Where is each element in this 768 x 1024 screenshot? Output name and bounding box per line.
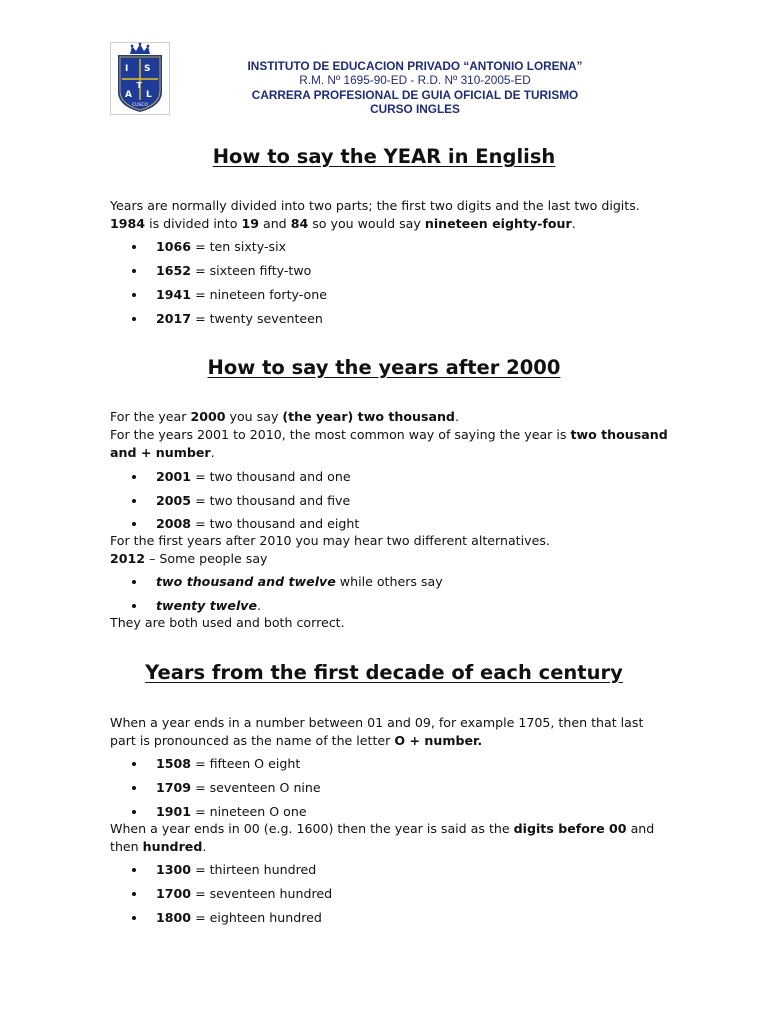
paragraph-line: When a year ends in a number between 01 and 09, for example 1705, then that last [110, 715, 644, 730]
paragraph-line: Years are normally divided into two parts; the first two digits and the last two digits. [110, 198, 640, 213]
paragraph-line: 1984 is divided into 19 and 84 so you would say nineteen eighty-four. [110, 216, 576, 231]
bullet-icon [132, 245, 136, 249]
list-item: 1652 = sixteen fifty-two [156, 263, 312, 278]
bullet-icon [132, 786, 136, 790]
svg-text:I: I [125, 64, 129, 74]
bullet-icon [132, 317, 136, 321]
bullet-icon [132, 475, 136, 479]
bullet-icon [132, 522, 136, 526]
list-item: 2017 = twenty seventeen [156, 311, 323, 326]
list-item: 2005 = two thousand and five [156, 493, 351, 508]
paragraph-line: then hundred. [110, 839, 207, 854]
list-item: 1300 = thirteen hundred [156, 862, 317, 877]
list-item: 2001 = two thousand and one [156, 469, 351, 484]
list-item: 1941 = nineteen forty-one [156, 287, 327, 302]
list-item: 1700 = seventeen hundred [156, 886, 333, 901]
svg-text:CUSCO: CUSCO [132, 103, 148, 108]
career-name: CARRERA PROFESIONAL DE GUIA OFICIAL DE TURISMO [251, 88, 579, 102]
bullet-icon [132, 916, 136, 920]
list-item: 2008 = two thousand and eight [156, 516, 360, 531]
bullet-icon [132, 499, 136, 503]
paragraph-line: and + number. [110, 445, 215, 460]
paragraph-line: For the years 2001 to 2010, the most common way of saying the year is two thousand [110, 427, 668, 442]
paragraph-line: They are both used and both correct. [110, 615, 345, 630]
list-item: twenty twelve. [156, 598, 262, 613]
bullet-icon [132, 762, 136, 766]
resolution-numbers: R.M. Nº 1695-90-ED - R.D. Nº 310-2005-ED [299, 73, 531, 87]
section-title-first-decade: Years from the first decade of each century [145, 661, 623, 684]
svg-text:A: A [125, 90, 132, 100]
bullet-icon [132, 269, 136, 273]
svg-text:L: L [146, 90, 152, 100]
section-title-year-in-english: How to say the YEAR in English [212, 145, 556, 168]
list-item: two thousand and twelve while others say [156, 574, 443, 589]
paragraph-line: 2012 – Some people say [110, 551, 268, 566]
list-item: 1709 = seventeen O nine [156, 780, 321, 795]
bullet-icon [132, 868, 136, 872]
bullet-icon [132, 810, 136, 814]
svg-text:T: T [136, 81, 142, 90]
paragraph-line: part is pronounced as the name of the letter O + number. [110, 733, 483, 748]
institute-name: INSTITUTO DE EDUCACION PRIVADO “ANTONIO LORENA” [247, 59, 583, 73]
list-item: 1800 = eighteen hundred [156, 910, 322, 925]
paragraph-line: When a year ends in 00 (e.g. 1600) then the year is said as the digits before 00 and [110, 821, 655, 836]
institute-logo [110, 42, 170, 115]
list-item: 1901 = nineteen O one [156, 804, 307, 819]
bullet-icon [132, 293, 136, 297]
section-title-years-after-2000: How to say the years after 2000 [207, 356, 561, 379]
list-item: 1066 = ten sixty-six [156, 239, 287, 254]
bullet-icon [132, 604, 136, 608]
list-item: 1508 = fifteen O eight [156, 756, 301, 771]
bullet-icon [132, 892, 136, 896]
paragraph-line: For the year 2000 you say (the year) two thousand. [110, 409, 459, 424]
paragraph-line: For the first years after 2010 you may hear two different alternatives. [110, 533, 550, 548]
course-name: CURSO INGLES [370, 102, 460, 116]
bullet-icon [132, 580, 136, 584]
svg-text:S: S [144, 64, 151, 74]
